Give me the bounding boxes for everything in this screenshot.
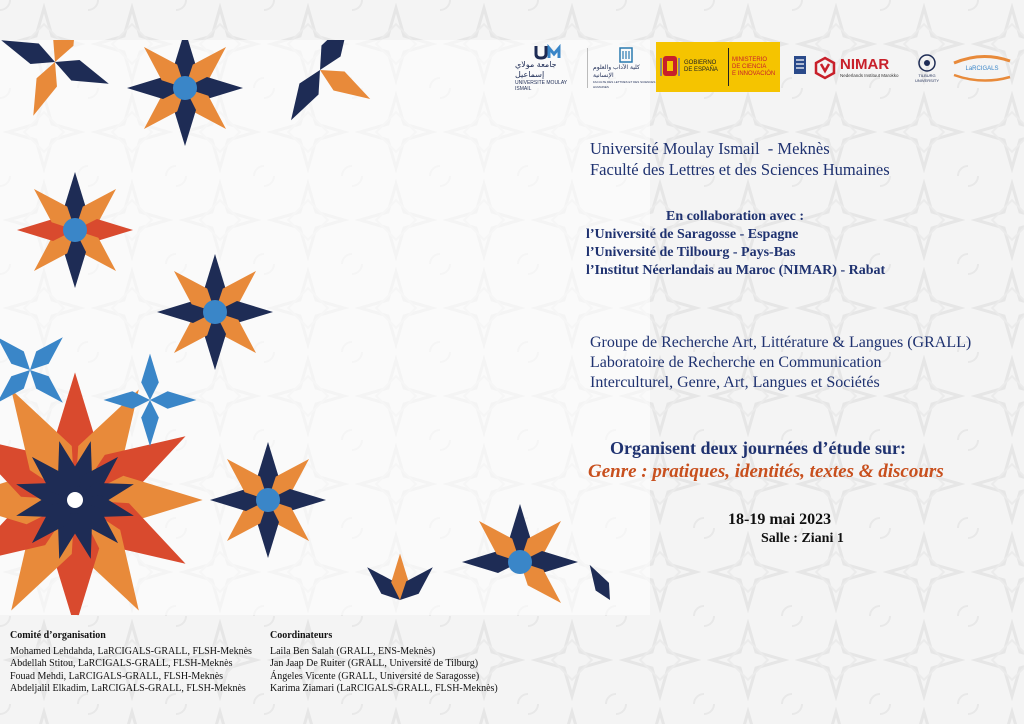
larcigals-logo xyxy=(947,42,1017,94)
collaboration-heading: En collaboration avec : xyxy=(666,209,805,224)
university-name: Université Moulay Ismail - Meknès xyxy=(590,139,830,158)
organising-committee xyxy=(10,630,252,696)
committee-member: Abdeljalil Elkadim, LaRCIGALS-GRALL, FLSH-Meknès xyxy=(10,683,246,695)
flsh-latin-name: FACULTE DES LETTRES ET DES SCIENCES HUMAINES xyxy=(593,80,656,89)
spain-crest-icon xyxy=(659,52,681,82)
moroccan-star-ornament xyxy=(0,40,650,615)
institution-block xyxy=(590,138,890,180)
nimar-text xyxy=(840,57,899,79)
umi-arabic-name: جامعة مولاي إسماعيل xyxy=(515,60,557,79)
research-groups-block xyxy=(590,333,971,393)
coordinator-member: Laila Ben Salah (GRALL, ENS-Meknès) xyxy=(270,645,436,657)
tilburg-line1: TILBURG xyxy=(918,73,936,78)
event-date: 18-19 mai 2023 xyxy=(728,511,832,528)
committee-member: Mohamed Lehdahda, LaRCIGALS-GRALL, FLSH-Meknès xyxy=(10,645,252,657)
tilburg-emblem-icon xyxy=(917,53,937,73)
ministerio-line3: E INNOVACIÓN xyxy=(732,70,776,77)
committee-member: Abdellah Stitou, LaRCIGALS-GRALL, FLSH-Meknès xyxy=(10,658,233,670)
collaboration-block xyxy=(586,208,885,280)
gobierno-text xyxy=(684,60,728,74)
research-group-line: Laboratoire de Recherche en Communication xyxy=(590,354,882,371)
event-theme: Genre : pratiques, identités, textes & discours xyxy=(588,461,944,482)
coordinator-member: Jan Jaap De Ruiter (GRALL, Université de Tilburg) xyxy=(270,658,479,670)
zaragoza-logo xyxy=(789,42,811,94)
nimar-subtitle: Nederlands Instituut Marokko xyxy=(840,73,899,78)
ministerio-text xyxy=(732,57,775,78)
flsh-logo xyxy=(593,42,659,94)
gobierno-line2: DE ESPAÑA xyxy=(684,67,718,73)
flsh-emblem-icon xyxy=(618,46,634,64)
committee-heading: Comité d’organisation xyxy=(10,630,106,641)
gobierno-line1: GOBIERNO xyxy=(684,60,717,66)
research-group-line: Groupe de Recherche Art, Littérature & Langues (GRALL) xyxy=(590,334,972,351)
coordinator-member: Ángeles Vicente (GRALL, Université de Saragosse) xyxy=(270,670,480,682)
research-group-line: Interculturel, Genre, Art, Langues et Sociétés xyxy=(590,374,880,391)
partner-logos xyxy=(515,42,1020,94)
ministerio-line1: MINISTERIO xyxy=(732,56,768,63)
event-room: Salle : Ziani 1 xyxy=(761,531,844,546)
larcigals-name: LaRCIGALS xyxy=(965,66,999,72)
nimar-logo xyxy=(813,42,909,94)
larcigals-underline-icon xyxy=(952,73,1012,83)
tilburg-line2: UNIVERSITY xyxy=(914,78,939,83)
larcigals-swoosh-icon xyxy=(952,53,1012,65)
zaragoza-crest-icon xyxy=(792,54,808,82)
tilburg-logo xyxy=(912,42,942,94)
coordinators-heading: Coordinateurs xyxy=(270,630,333,641)
nimar-name: NIMAR xyxy=(840,56,890,73)
faculty-name: Faculté des Lettres et des Sciences Humaines xyxy=(590,160,890,179)
gob-divider xyxy=(728,48,729,86)
partner-item: l’Institut Néerlandais au Maroc (NIMAR) - Rabat xyxy=(586,263,886,278)
partner-item: l’Université de Saragosse - Espagne xyxy=(586,227,799,242)
flsh-arabic-name: كلية الآداب والعلوم الإنسانية xyxy=(593,64,640,79)
committee-member: Fouad Mehdi, LaRCIGALS-GRALL, FLSH-Meknès xyxy=(10,670,224,682)
gobierno-espana-logo xyxy=(656,42,780,92)
partner-item: l’Université de Tilbourg - Pays-Bas xyxy=(586,245,796,260)
umi-logo xyxy=(515,42,583,94)
umi-latin-name: UNIVERSITE MOULAY ISMAIL xyxy=(515,80,568,92)
ministerio-line2: DE CIENCIA xyxy=(732,63,767,70)
logo-divider xyxy=(587,48,588,88)
umi-emblem-icon xyxy=(534,44,564,60)
organise-heading: Organisent deux journées d’étude sur: xyxy=(610,438,906,458)
coordinators xyxy=(270,630,498,696)
nimar-emblem-icon xyxy=(813,56,837,80)
coordinator-member: Karima Ziamari (LaRCIGALS-GRALL, FLSH-Meknès) xyxy=(270,683,498,695)
